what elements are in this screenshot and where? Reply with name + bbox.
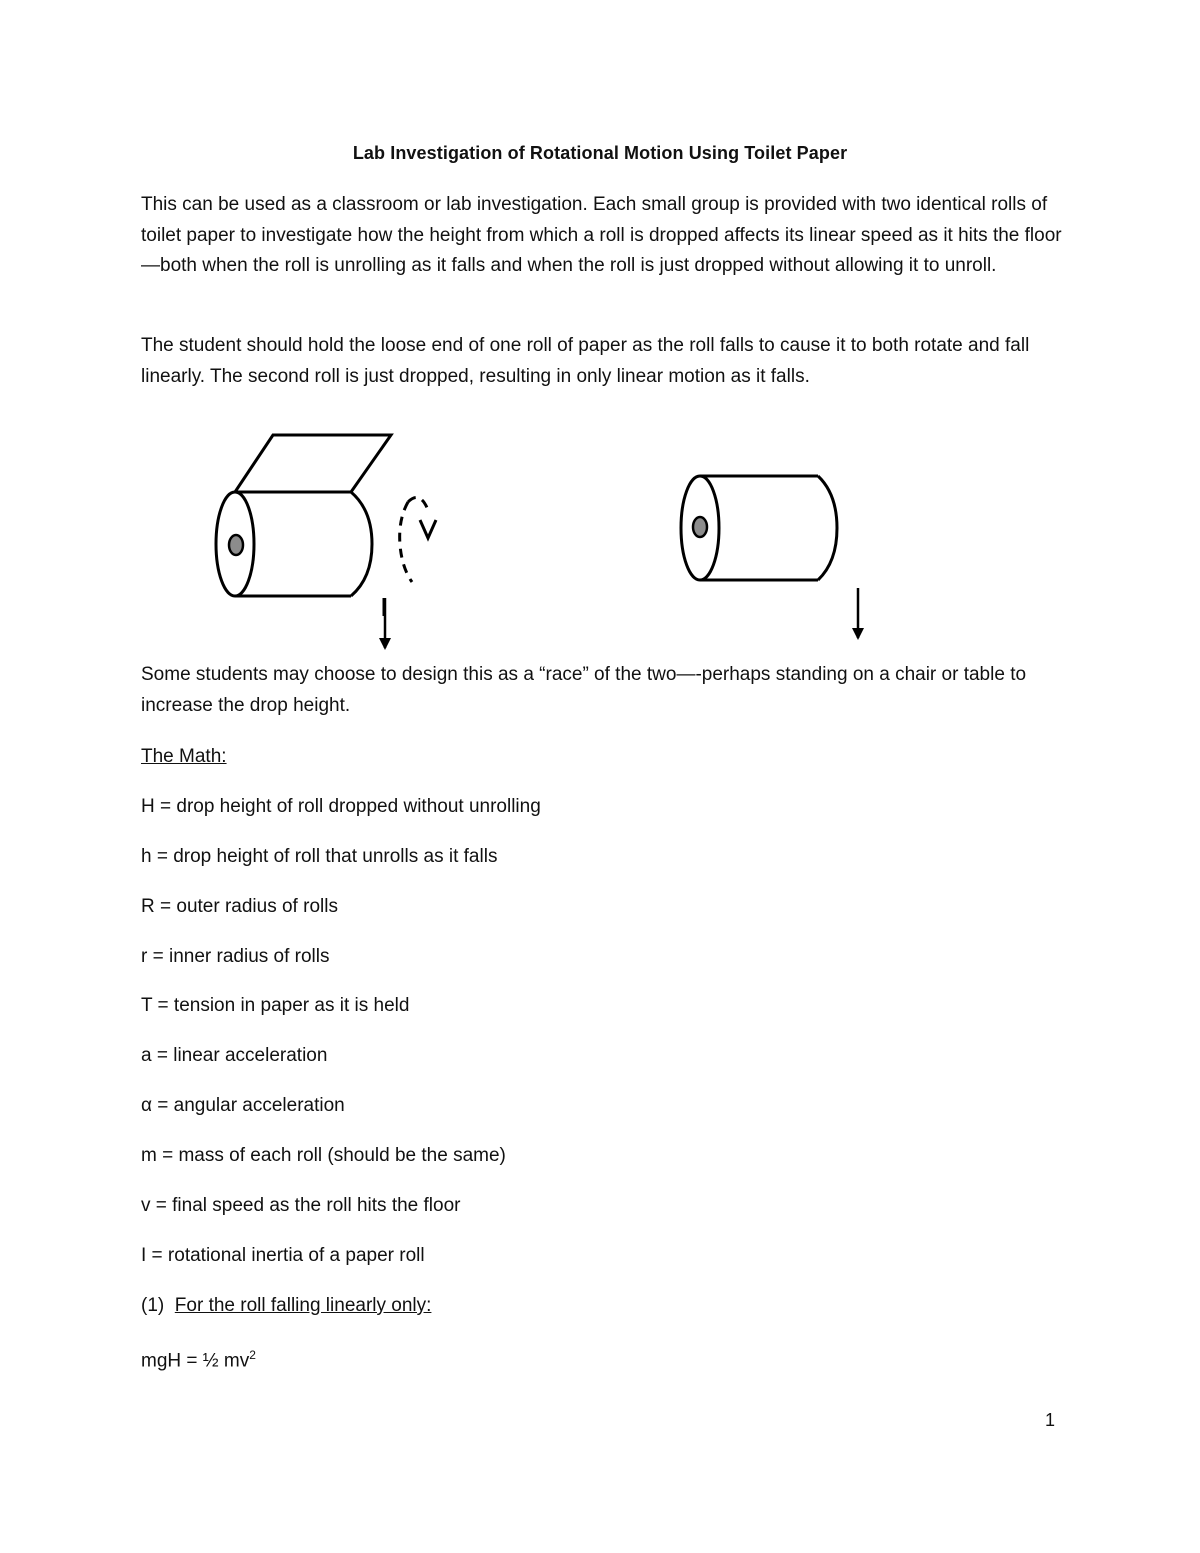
definition-item: r = inner radius of rolls bbox=[141, 946, 330, 967]
equation-exponent: 2 bbox=[249, 1348, 256, 1362]
dropped-roll-drawing bbox=[681, 476, 864, 640]
definition-item: m = mass of each roll (should be the same) bbox=[141, 1145, 506, 1166]
definition-item: v = final speed as the roll hits the floor bbox=[141, 1195, 461, 1216]
definition-item: I = rotational inertia of a paper roll bbox=[141, 1245, 425, 1266]
definition-item: α = angular acceleration bbox=[141, 1095, 345, 1116]
math-heading: The Math: bbox=[141, 746, 227, 767]
paper-sheet bbox=[235, 435, 391, 492]
instruction-paragraph: The student should hold the loose end of one roll of paper as the roll falls to cause it to both rotate and fall linearly. The second roll is just dropped, resulting in only linear motion as it falls. bbox=[141, 335, 1030, 387]
definition-item: H = drop height of roll dropped without unrolling bbox=[141, 796, 541, 817]
rotation-arrow bbox=[400, 502, 412, 582]
step-number: (1) bbox=[141, 1295, 165, 1316]
page-number: 1 bbox=[1045, 1410, 1056, 1430]
step-label: For the roll falling linearly only: bbox=[174, 1295, 432, 1316]
roll-core bbox=[229, 535, 243, 555]
definition-item: T = tension in paper as it is held bbox=[141, 995, 410, 1016]
unrolling-roll-drawing bbox=[216, 435, 436, 650]
roll-core bbox=[693, 517, 707, 537]
page-title: Lab Investigation of Rotational Motion Using Toilet Paper bbox=[352, 143, 848, 163]
toilet-roll-figure bbox=[0, 420, 1200, 660]
equation-text: mgH = ½ mv bbox=[141, 1350, 250, 1372]
definition-item: a = linear acceleration bbox=[141, 1045, 328, 1066]
definition-item: h = drop height of roll that unrolls as it falls bbox=[141, 846, 498, 867]
definition-item: R = outer radius of rolls bbox=[141, 896, 338, 917]
intro-paragraph: This can be used as a classroom or lab investigation. Each small group is provided with two identical rolls of toilet paper to investigate how the height from which a roll is dropped affects its linear speed as it hits the floor—both when the roll is unrolling as it falls and when the roll is just dropped without allowing it to unroll. bbox=[141, 194, 1062, 276]
step-1-heading bbox=[141, 1294, 431, 1318]
race-paragraph: Some students may choose to design this as a “race” of the two—-perhaps standing on a chair or table to increase the drop height. bbox=[141, 664, 1027, 716]
energy-equation bbox=[141, 1343, 256, 1373]
